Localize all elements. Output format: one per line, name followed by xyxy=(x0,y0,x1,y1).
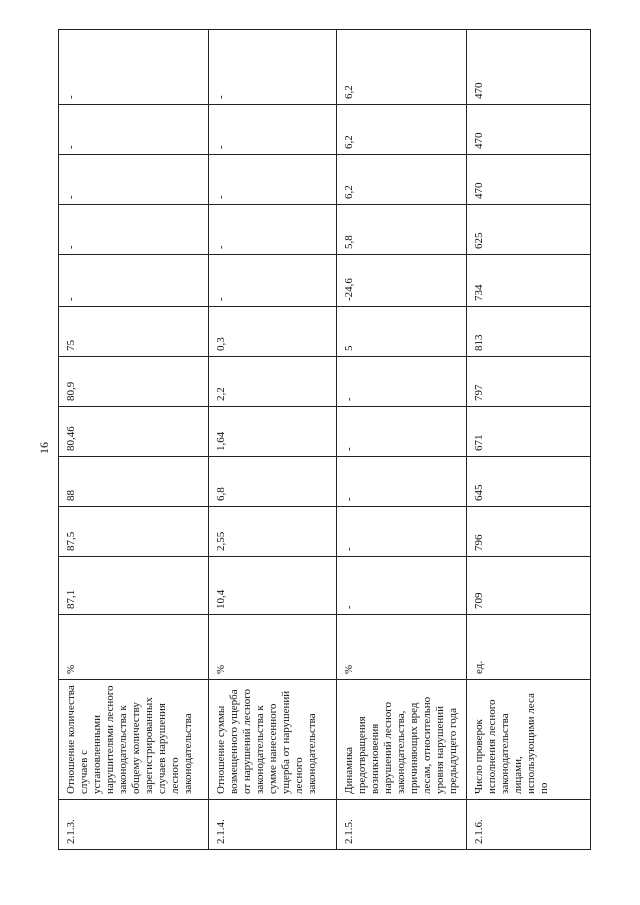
table-body xyxy=(59,30,591,850)
page-number: 16 xyxy=(37,442,51,454)
value-cell: 813 xyxy=(467,307,591,357)
value-cell: - xyxy=(59,105,209,155)
value-cell: 1,64 xyxy=(209,407,337,457)
value-cell: - xyxy=(59,30,209,105)
indicator-name: Число проверок исполнения лесного законодательства лицами, использующими леса по xyxy=(467,680,591,800)
table-row xyxy=(209,30,337,850)
value-cell: - xyxy=(209,205,337,255)
unit-cell: % xyxy=(59,615,209,680)
value-cell: - xyxy=(337,357,467,407)
value-cell: - xyxy=(337,457,467,507)
value-cell: 470 xyxy=(467,30,591,105)
row-number: 2.1.5. xyxy=(337,800,467,850)
unit-cell: ед. xyxy=(467,615,591,680)
value-cell: 6,2 xyxy=(337,105,467,155)
indicator-name: Отношение суммы возмещенного ущерба от нарушений лесного законодательства к сумме нанесенного ущерба от нарушений лесного законодательства xyxy=(209,680,337,800)
rotated-table-wrapper xyxy=(58,30,588,850)
value-cell: - xyxy=(59,205,209,255)
value-cell: 797 xyxy=(467,357,591,407)
value-cell: 2,55 xyxy=(209,507,337,557)
table-row xyxy=(337,30,467,850)
value-cell: 6,2 xyxy=(337,30,467,105)
value-cell: 6,8 xyxy=(209,457,337,507)
value-cell: - xyxy=(337,557,467,615)
row-number: 2.1.6. xyxy=(467,800,591,850)
indicator-name: Динамика предотвращения возникновения нарушений лесного законодательства, причиняющих вред лесам, относительно уровня нарушений предыдущего года xyxy=(337,680,467,800)
value-cell: - xyxy=(59,155,209,205)
value-cell: - xyxy=(209,155,337,205)
value-cell: - xyxy=(337,507,467,557)
value-cell: 5 xyxy=(337,307,467,357)
table-row xyxy=(59,30,209,850)
value-cell: -24,6 xyxy=(337,255,467,307)
value-cell: 87,1 xyxy=(59,557,209,615)
value-cell: - xyxy=(209,105,337,155)
value-cell: 80,46 xyxy=(59,407,209,457)
value-cell: 2,2 xyxy=(209,357,337,407)
value-cell: - xyxy=(209,30,337,105)
row-number: 2.1.4. xyxy=(209,800,337,850)
row-number: 2.1.3. xyxy=(59,800,209,850)
value-cell: 645 xyxy=(467,457,591,507)
value-cell: 10,4 xyxy=(209,557,337,615)
value-cell: 625 xyxy=(467,205,591,255)
value-cell: 734 xyxy=(467,255,591,307)
unit-cell: % xyxy=(337,615,467,680)
table-row xyxy=(467,30,591,850)
value-cell: - xyxy=(59,255,209,307)
value-cell: 671 xyxy=(467,407,591,457)
value-cell: 88 xyxy=(59,457,209,507)
value-cell: 80,9 xyxy=(59,357,209,407)
value-cell: 6,2 xyxy=(337,155,467,205)
indicator-name: Отношение количества случаев с установленными нарушителями лесного законодательства к общему количеству зарегистрированных случаев нарушения лесного законодательства xyxy=(59,680,209,800)
value-cell: - xyxy=(209,255,337,307)
value-cell: 470 xyxy=(467,155,591,205)
value-cell: 709 xyxy=(467,557,591,615)
value-cell: 75 xyxy=(59,307,209,357)
indicators-table xyxy=(58,29,591,850)
unit-cell: % xyxy=(209,615,337,680)
value-cell: 0,3 xyxy=(209,307,337,357)
value-cell: 470 xyxy=(467,105,591,155)
value-cell: 5,8 xyxy=(337,205,467,255)
value-cell: 87,5 xyxy=(59,507,209,557)
value-cell: - xyxy=(337,407,467,457)
value-cell: 796 xyxy=(467,507,591,557)
